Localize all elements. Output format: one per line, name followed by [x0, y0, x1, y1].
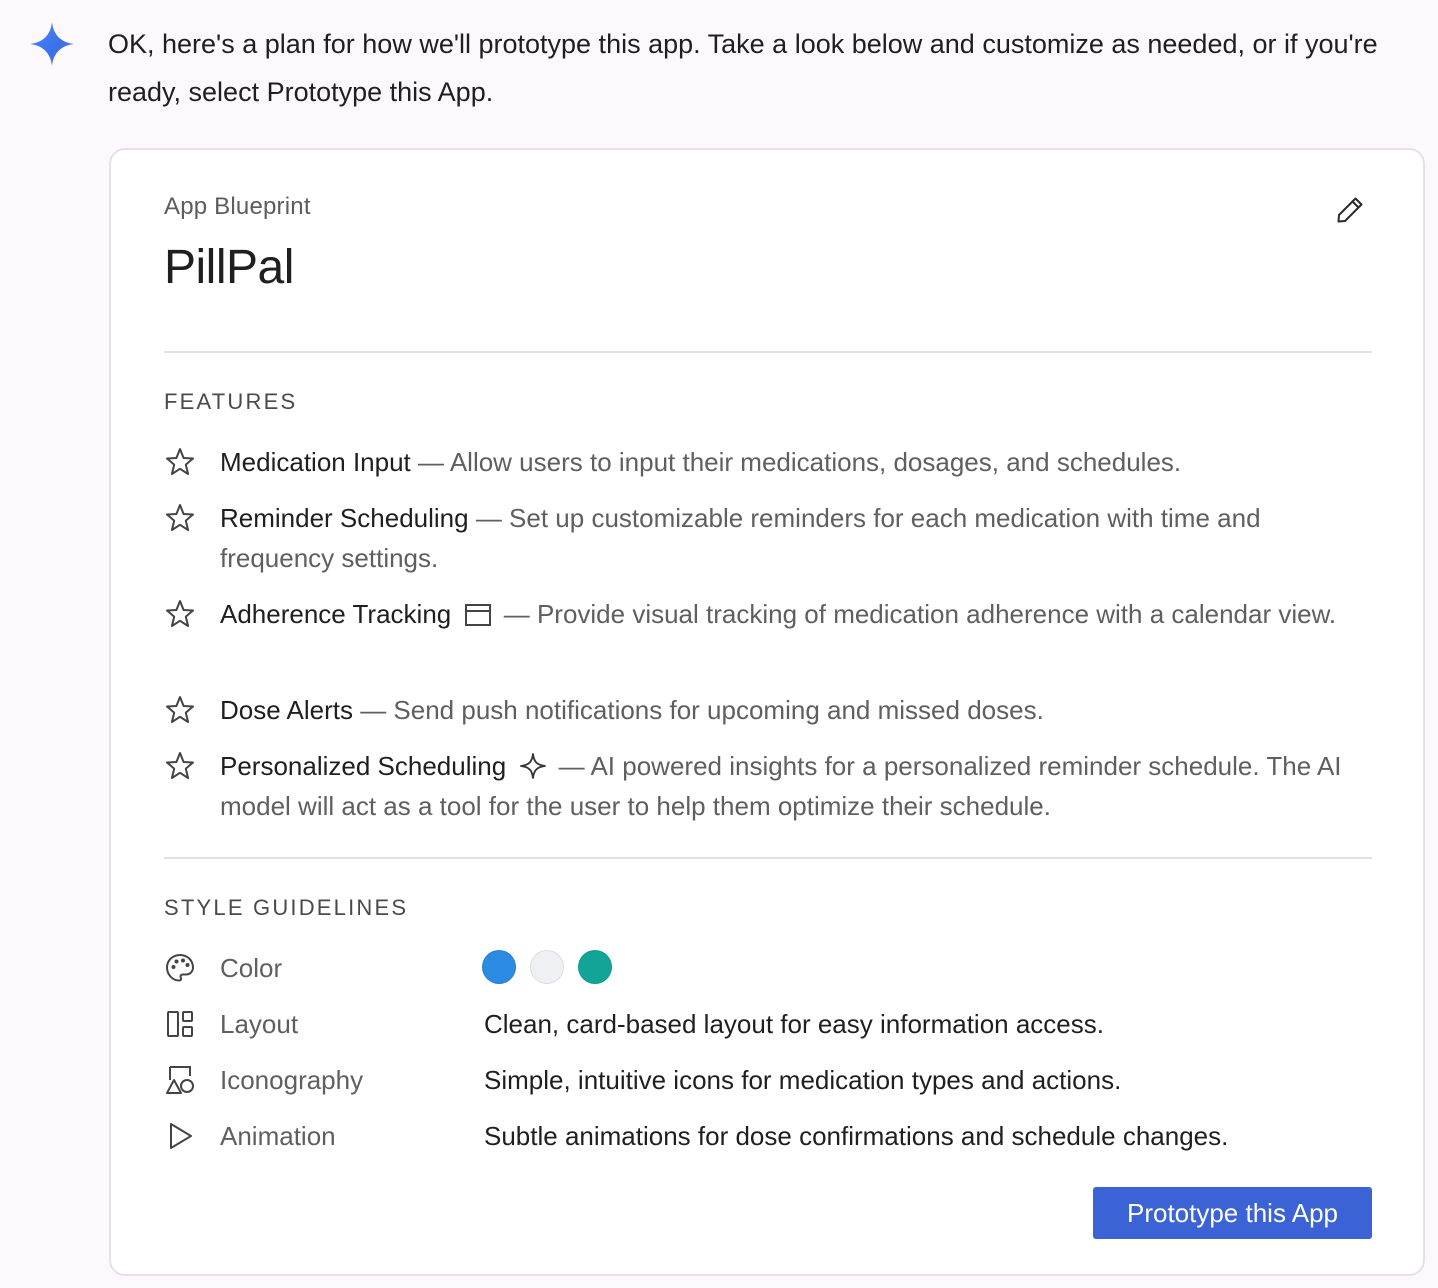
style-label: Animation	[220, 1121, 336, 1151]
star-outline-icon	[164, 598, 196, 630]
features-section-title: FEATURES	[164, 389, 298, 414]
feature-description: — AI powered insights for a personalized reminder schedule. The AI model will act as a tool for the user to help them optimize their schedule.	[220, 751, 1342, 821]
shapes-icon	[164, 1064, 196, 1096]
prototype-app-button[interactable]: Prototype this App	[1093, 1187, 1372, 1239]
style-value: Simple, intuitive icons for medication types and actions.	[484, 1065, 1122, 1095]
color-swatch-primary	[482, 950, 516, 984]
color-swatch-accent	[578, 950, 612, 984]
app-name-title: PillPal	[164, 241, 294, 294]
style-label: Layout	[220, 1009, 299, 1039]
feature-name: Adherence Tracking	[220, 599, 452, 629]
star-outline-icon	[164, 502, 196, 534]
style-value: Clean, card-based layout for easy information access.	[484, 1009, 1104, 1039]
style-value: Subtle animations for dose confirmations and schedule changes.	[484, 1121, 1229, 1151]
edit-blueprint-button[interactable]	[1330, 190, 1370, 230]
color-swatches	[482, 950, 612, 984]
feature-description: — Send push notifications for upcoming and missed doses.	[360, 695, 1044, 725]
color-swatch-background	[530, 950, 564, 984]
section-divider	[164, 351, 1372, 353]
style-guidelines-section-title: STYLE GUIDELINES	[164, 895, 409, 920]
ai-sparkle-icon	[519, 752, 547, 780]
star-outline-icon	[164, 750, 196, 782]
gemini-sparkle-icon	[28, 20, 76, 68]
style-label: Iconography	[220, 1065, 364, 1095]
feature-description: — Allow users to input their medications, dosages, and schedules.	[418, 447, 1182, 477]
feature-description: — Provide visual tracking of medication adherence with a calendar view.	[503, 599, 1337, 629]
feature-name: Dose Alerts	[220, 695, 353, 725]
feature-name: Personalized Scheduling	[220, 751, 507, 781]
play-icon	[164, 1120, 196, 1152]
style-row-animation	[164, 1116, 1372, 1156]
star-outline-icon	[164, 694, 196, 726]
pencil-icon	[1334, 194, 1366, 226]
layout-grid-icon	[164, 1008, 196, 1040]
star-outline-icon	[164, 446, 196, 478]
section-divider	[164, 857, 1372, 859]
calendar-view-icon	[464, 602, 492, 628]
style-label: Color	[220, 953, 283, 983]
feature-name: Reminder Scheduling	[220, 503, 469, 533]
blueprint-label: App Blueprint	[164, 193, 311, 220]
palette-icon	[164, 952, 196, 984]
assistant-message: OK, here's a plan for how we'll prototype this app. Take a look below and customize as needed, or if you're ready, select Prototype this App.	[108, 29, 1378, 107]
feature-name: Medication Input	[220, 447, 411, 477]
feature-description: — Set up customizable reminders for each medication with time and frequency settings.	[220, 503, 1261, 573]
style-row-color	[164, 948, 1372, 988]
style-row-iconography	[164, 1060, 1372, 1100]
style-row-layout	[164, 1004, 1372, 1044]
